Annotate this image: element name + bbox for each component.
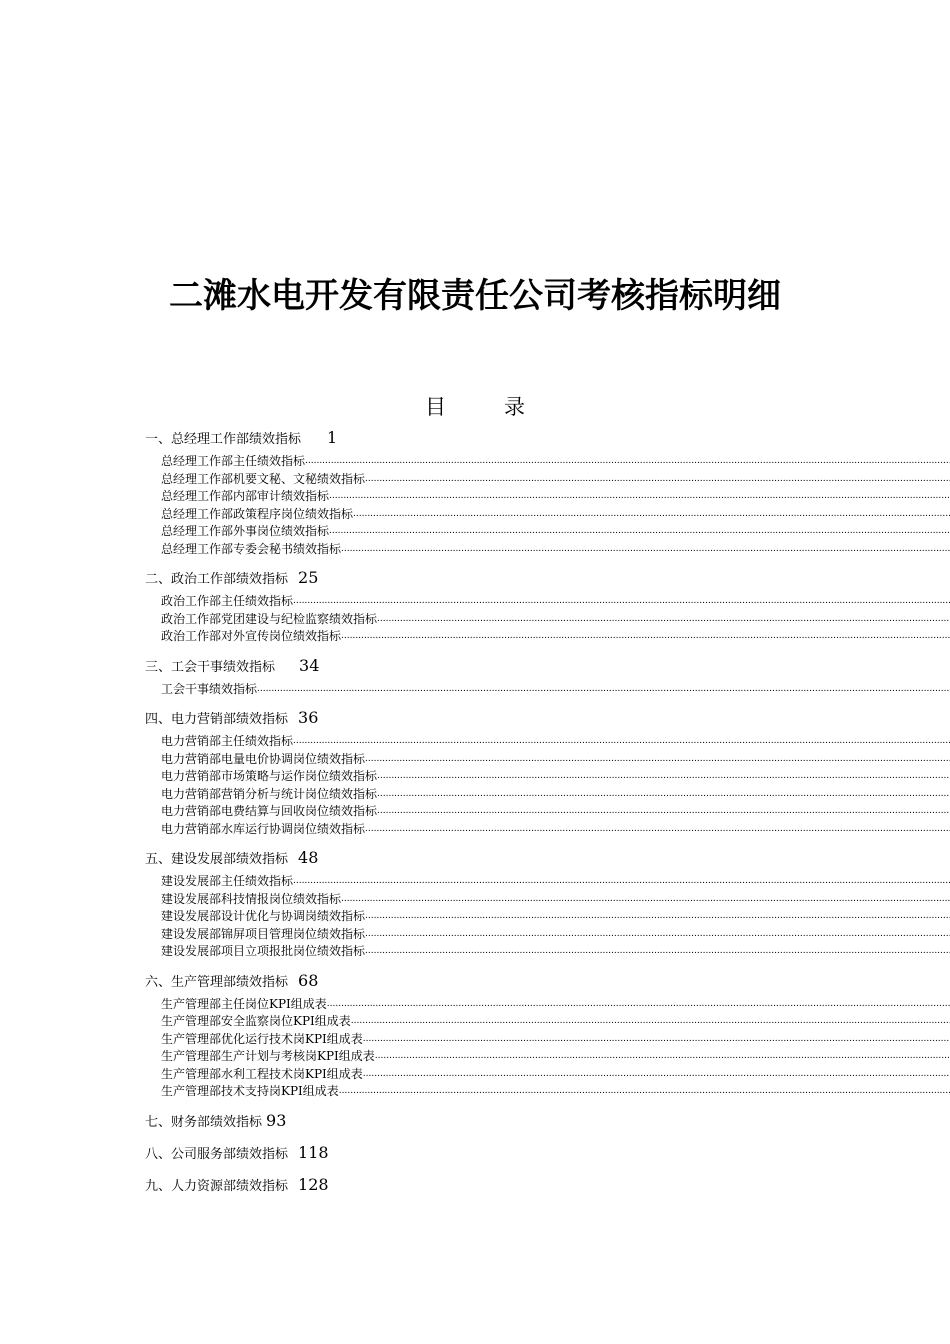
toc-section-page: 48 xyxy=(298,848,319,867)
toc-section-label[interactable]: 一、总经理工作部绩效指标 xyxy=(145,432,302,447)
toc-section-label[interactable]: 六、生产管理部绩效指标 xyxy=(145,974,289,990)
toc-section xyxy=(145,846,950,961)
toc-section xyxy=(145,706,950,838)
toc-entry[interactable]: 生产管理部优化运行技术岗KPI组成表 ..... xyxy=(161,1031,950,1049)
toc-entry[interactable]: 电力营销部水库运行协调岗位绩效指标 ..... xyxy=(161,821,950,839)
toc-section-page: 25 xyxy=(298,568,319,587)
toc-entry[interactable]: 建设发展部项目立项报批岗位绩效指标 ..... xyxy=(161,943,950,961)
toc-section-label[interactable]: 三、工会干事绩效指标 xyxy=(145,659,276,675)
toc-section-label[interactable]: 二、政治工作部绩效指标 xyxy=(145,572,289,587)
toc-section xyxy=(145,566,950,646)
toc-section-label[interactable]: 九、人力资源部绩效指标 xyxy=(145,1178,289,1194)
toc-entry[interactable]: 生产管理部水利工程技术岗KPI组成表 ..... xyxy=(161,1066,950,1084)
toc-section-label[interactable]: 八、公司服务部绩效指标 xyxy=(145,1146,289,1162)
toc-entry[interactable]: 电力营销部电费结算与回收岗位绩效指标 ..... xyxy=(161,803,950,821)
toc-entry[interactable]: 电力营销部市场策略与运作岗位绩效指标 ..... xyxy=(161,768,950,786)
toc-section xyxy=(145,969,950,1101)
toc-entry[interactable]: 政治工作部主任绩效指标 ..... xyxy=(161,593,950,611)
toc-section-page: 1 xyxy=(327,428,338,447)
toc-entry[interactable]: 生产管理部安全监察岗位KPI组成表 ..... xyxy=(161,1013,950,1031)
toc-heading-char-2: 录 xyxy=(504,395,525,419)
toc-section-page: 118 xyxy=(298,1142,329,1162)
toc-entry[interactable]: 总经理工作部主任绩效指标 ..... xyxy=(161,453,950,471)
toc-entry[interactable]: 建设发展部设计优化与协调岗绩效指标 ..... xyxy=(161,908,950,926)
toc-section xyxy=(145,1109,950,1132)
toc-section-page: 93 xyxy=(266,1110,287,1130)
document-title: 二滩水电开发有限责任公司考核指标明细 xyxy=(169,276,781,316)
toc-entry[interactable]: 生产管理部生产计划与考核岗KPI组成表 ..... xyxy=(161,1048,950,1066)
toc-section xyxy=(145,1173,950,1196)
toc-section-page: 34 xyxy=(299,655,320,675)
toc-section-page: 128 xyxy=(298,1174,329,1194)
toc-entry[interactable]: 电力营销部营销分析与统计岗位绩效指标 ..... xyxy=(161,786,950,804)
toc-entry[interactable]: 生产管理部技术支持岗KPI组成表 ..... xyxy=(161,1083,950,1101)
toc-entry[interactable]: 建设发展部主任绩效指标 ..... xyxy=(161,873,950,891)
toc-section-page: 36 xyxy=(298,708,319,727)
toc-entry[interactable]: 总经理工作部政策程序岗位绩效指标 ..... xyxy=(161,506,950,524)
toc-section-page: 68 xyxy=(298,970,319,990)
toc-entry[interactable]: 总经理工作部专委会秘书绩效指标 ..... xyxy=(161,541,950,559)
toc-entry[interactable]: 总经理工作部外事岗位绩效指标 ..... xyxy=(161,523,950,541)
toc-entry[interactable]: 生产管理部主任岗位KPI组成表 ..... xyxy=(161,996,950,1014)
toc-section xyxy=(145,654,950,699)
toc-entry[interactable]: 建设发展部科技情报岗位绩效指标 ..... xyxy=(161,891,950,909)
toc-entry[interactable]: 电力营销部主任绩效指标 ..... xyxy=(161,733,950,751)
toc-section-label[interactable]: 四、电力营销部绩效指标 xyxy=(145,712,289,727)
toc-heading xyxy=(0,391,950,421)
toc-section-label[interactable]: 七、财务部绩效指标 xyxy=(145,1114,263,1130)
toc-section xyxy=(145,426,950,558)
table-of-contents xyxy=(145,426,950,1196)
toc-heading-char-1: 目 xyxy=(425,395,446,419)
toc-entry[interactable]: 工会干事绩效指标 ..... xyxy=(161,681,950,699)
toc-entry[interactable]: 总经理工作部机要文秘、文秘绩效指标 ..... xyxy=(161,471,950,489)
toc-section-label[interactable]: 五、建设发展部绩效指标 xyxy=(145,852,289,867)
toc-entry[interactable]: 总经理工作部内部审计绩效指标 ..... xyxy=(161,488,950,506)
toc-entry[interactable]: 电力营销部电量电价协调岗位绩效指标 ..... xyxy=(161,751,950,769)
toc-entry[interactable]: 政治工作部对外宣传岗位绩效指标 ..... xyxy=(161,628,950,646)
toc-entry[interactable]: 政治工作部党团建设与纪检监察绩效指标 ..... xyxy=(161,611,950,629)
toc-section xyxy=(145,1141,950,1164)
toc-entry[interactable]: 建设发展部锦屏项目管理岗位绩效指标 ..... xyxy=(161,926,950,944)
